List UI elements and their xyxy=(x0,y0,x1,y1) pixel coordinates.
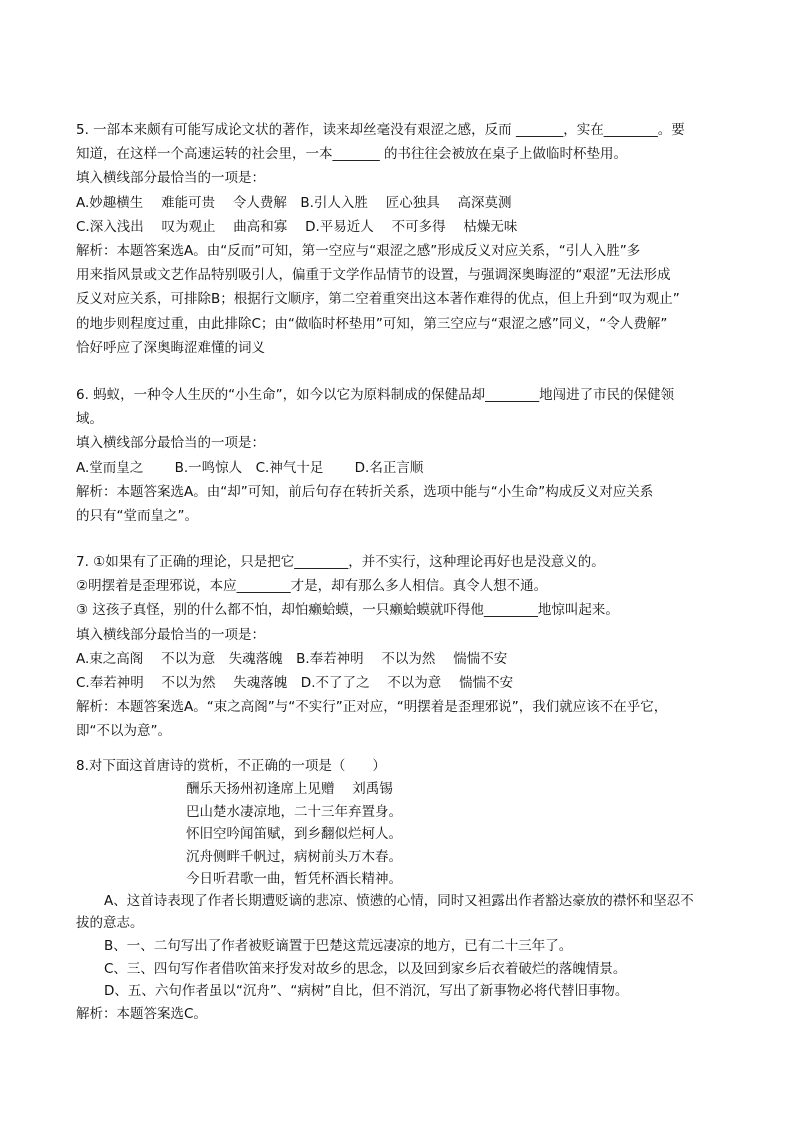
q6-prompt: 填入横线部分最恰当的一项是： xyxy=(76,435,265,451)
q6-options: A.堂而皇之 B.一鸣惊人 C.神气十足 D.名正言顺 xyxy=(76,460,424,476)
q5-prompt: 填入横线部分最恰当的一项是： xyxy=(76,170,265,186)
q7-stem-line-2: ②明摆着是歪理邪说，本应________才是，却有那么多人相信。真令人想不通。 xyxy=(76,578,548,594)
q5-stem-line-1: 5. 一部本来颇有可能写成论文状的著作，读来却丝毫没有艰涩之感，反而 _______，实在________。要 xyxy=(76,122,685,138)
q8-option-a-line-2: 拔的意志。 xyxy=(76,915,144,931)
q8-option-b: B、一、二句写出了作者被贬谪置于巴楚这荒远凄凉的地方，已有二十三年了。 xyxy=(104,938,573,954)
q6-stem-line-2: 域。 xyxy=(76,411,103,427)
q5-analysis-line-2: 用来指风景或文艺作品特别吸引人，偏重于文学作品情节的设置，与强调深奥晦涩的“艰涩”无法形成 xyxy=(76,267,671,283)
q5-analysis-line-5: 恰好呼应了深奥晦涩难懂的词义 xyxy=(76,340,265,356)
q5-stem-line-2: 知道，在这样一个高速运转的社会里，一本_______ 的书往往会被放在桌子上做临时杯垫用。 xyxy=(76,146,628,162)
q8-stem: 8.对下面这首唐诗的赏析，不正确的一项是（ ） xyxy=(76,758,386,774)
q7-options-ab: A.束之高阁 不以为意 失魂落魄 B.奉若神明 不以为然 惴惴不安 xyxy=(76,651,508,667)
q8-poem-title: 酬乐天扬州初逢席上见赠 刘禹锡 xyxy=(186,781,393,797)
q8-poem-line-2: 怀旧空吟闻笛赋，到乡翻似烂柯人。 xyxy=(186,826,402,842)
q5-analysis-line-1: 解析：本题答案选A。由“反而”可知，第一空应与“艰涩之感”形成反义对应关系，“引人入胜”多 xyxy=(76,243,641,259)
q6-analysis-line-2: 的只有“堂而皇之”。 xyxy=(76,508,198,524)
q8-option-c: C、三、四句写作者借吹笛来抒发对故乡的思念，以及回到家乡后衣着破烂的落魄情景。 xyxy=(104,961,627,977)
q8-option-d: D、五、六句作者虽以“沉舟”、“病树”自比，但不消沉，写出了新事物必将代替旧事物。 xyxy=(104,983,629,999)
q5-options-ab: A.妙趣横生 难能可贵 令人费解 B.引人入胜 匠心独具 高深莫测 xyxy=(76,195,512,211)
q8-option-a-line-1: A、这首诗表现了作者长期遭贬谪的悲凉、愤懑的心情，同时又袒露出作者豁达豪放的襟怀和坚忍不 xyxy=(104,893,694,909)
q8-analysis: 解析：本题答案选C。 xyxy=(76,1006,207,1022)
q8-poem-line-3: 沉舟侧畔千帆过，病树前头万木春。 xyxy=(186,849,402,865)
q8-poem-line-1: 巴山楚水凄凉地，二十三年弃置身。 xyxy=(186,804,402,820)
q7-analysis-line-1: 解析：本题答案选A。“束之高阁”与“不实行”正对应，“明摆着是歪理邪说”，我们就应该不在乎它， xyxy=(76,699,668,715)
q7-prompt: 填入横线部分最恰当的一项是： xyxy=(76,627,265,643)
q5-analysis-line-4: 的地步则程度过重，由此排除C；由“做临时杯垫用”可知，第三空应与“艰涩之感”同义，“令人费解” xyxy=(76,316,668,332)
q7-stem-line-1: 7. ①如果有了正确的理论，只是把它________，并不实行，这种理论再好也是没意义的。 xyxy=(76,554,605,570)
q6-stem-line-1: 6. 蚂蚁，一种令人生厌的“小生命”，如今以它为原料制成的保健品却________地闯进了市民的保健领 xyxy=(76,387,675,403)
q5-options-cd: C.深入浅出 叹为观止 曲高和寡 D.平易近人 不可多得 枯燥无味 xyxy=(76,219,518,235)
q7-analysis-line-2: 即“不以为意”。 xyxy=(76,723,171,739)
q7-stem-line-3: ③ 这孩子真怪，别的什么都不怕，却怕癞蛤蟆，一只癞蛤蟆就吓得他________地惊叫起来。 xyxy=(76,602,619,618)
q8-poem-line-4: 今日听君歌一曲，暂凭杯酒长精神。 xyxy=(186,871,402,887)
q6-analysis-line-1: 解析：本题答案选A。由“却”可知，前后句存在转折关系，选项中能与“小生命”构成反义对应关系 xyxy=(76,484,654,500)
q7-options-cd: C.奉若神明 不以为然 失魂落魄 D.不了了之 不以为意 惴惴不安 xyxy=(76,675,514,691)
q5-analysis-line-3: 反义对应关系，可排除B；根据行文顺序，第二空着重突出这本著作难得的优点，但上升到“叹为观止” xyxy=(76,291,680,307)
